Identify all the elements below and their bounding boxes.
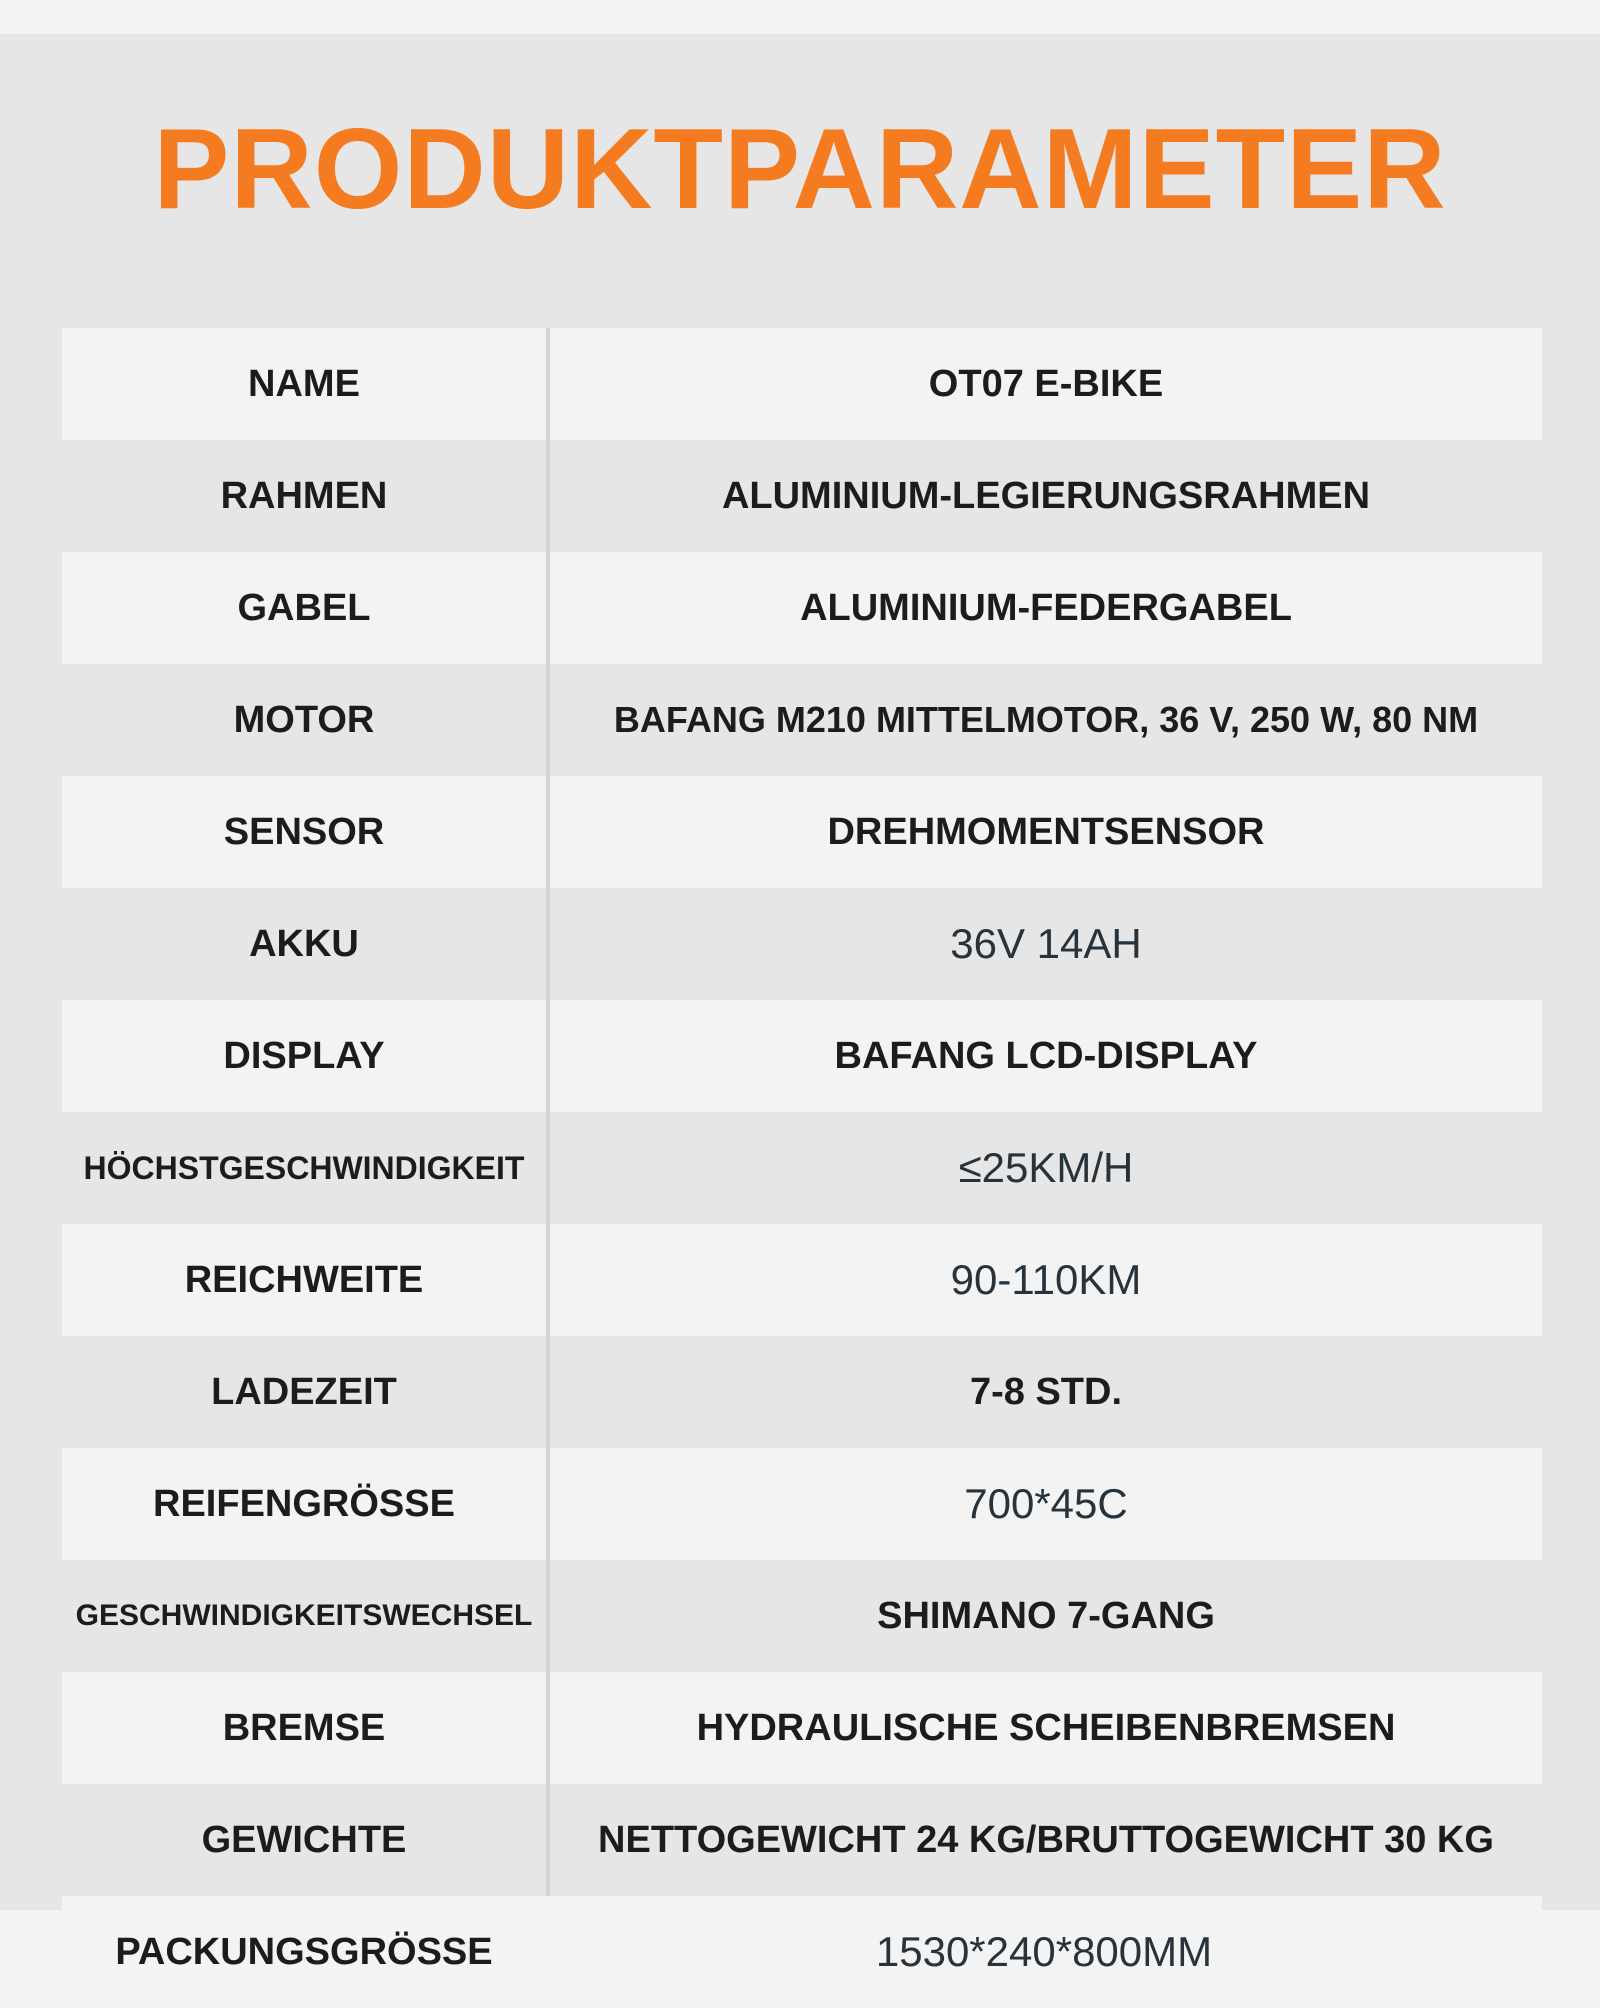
spec-value: HYDRAULISCHE SCHEIBENBREMSEN	[696, 1706, 1396, 1749]
spec-label: SENSOR	[62, 776, 550, 888]
spec-value: 90-110KM	[950, 1256, 1142, 1303]
spec-row-hoechstgeschwindigkeit	[62, 1112, 1542, 1224]
spec-label: NAME	[62, 328, 550, 440]
spec-value: DREHMOMENTSENSOR	[827, 810, 1265, 853]
spec-row-reifengroesse	[62, 1448, 1542, 1560]
spec-label: HÖCHSTGESCHWINDIGKEIT	[62, 1112, 550, 1224]
page-title: PRODUKTPARAMETER	[153, 106, 1447, 233]
spec-value: BAFANG LCD-DISPLAY	[834, 1034, 1258, 1077]
spec-value: ALUMINIUM-FEDERGABEL	[800, 586, 1292, 629]
spec-value: BAFANG M210 MITTELMOTOR, 36 V, 250 W, 80 NM	[613, 699, 1479, 740]
spec-value: 1530*240*800MM	[875, 1928, 1213, 1975]
spec-row-rahmen	[62, 440, 1542, 552]
spec-label: BREMSE	[62, 1672, 550, 1784]
spec-row-bremse	[62, 1672, 1542, 1784]
spec-value: 700*45C	[964, 1480, 1128, 1527]
spec-row-sensor	[62, 776, 1542, 888]
spec-row-name	[62, 328, 1542, 440]
spec-value: ≤25KM/H	[958, 1144, 1134, 1191]
spec-label: GEWICHTE	[62, 1784, 550, 1896]
spec-label: MOTOR	[62, 664, 550, 776]
spec-value: 7-8 STD.	[969, 1370, 1123, 1413]
spec-row-gewichte	[62, 1784, 1542, 1896]
spec-label: PACKUNGSGRÖSSE	[115, 1930, 493, 1973]
spec-row-reichweite	[62, 1224, 1542, 1336]
spec-label: AKKU	[62, 888, 550, 1000]
spec-value: SHIMANO 7-GANG	[877, 1594, 1215, 1637]
spec-row-gabel	[62, 552, 1542, 664]
spec-row-ladezeit	[62, 1336, 1542, 1448]
spec-label: RAHMEN	[62, 440, 550, 552]
spec-label: REICHWEITE	[62, 1224, 550, 1336]
spec-value: ALUMINIUM-LEGIERUNGSRAHMEN	[721, 474, 1371, 517]
spec-label: GESCHWINDIGKEITSWECHSEL	[62, 1560, 550, 1672]
spec-row-geschwindigkeitswechsel	[62, 1560, 1542, 1672]
spec-row-packungsgroesse	[62, 1896, 1542, 2008]
spec-value: 36V 14AH	[950, 920, 1142, 967]
spec-label: GABEL	[62, 552, 550, 664]
spec-table	[62, 328, 1542, 2008]
spec-row-display	[62, 1000, 1542, 1112]
spec-value: NETTOGEWICHT 24 KG/BRUTTOGEWICHT 30 KG	[598, 1818, 1494, 1861]
spec-row-motor	[62, 664, 1542, 776]
spec-label: LADEZEIT	[62, 1336, 550, 1448]
spec-label: REIFENGRÖSSE	[62, 1448, 550, 1560]
spec-label: DISPLAY	[62, 1000, 550, 1112]
spec-value: OT07 E-BIKE	[928, 362, 1164, 405]
spec-row-akku	[62, 888, 1542, 1000]
